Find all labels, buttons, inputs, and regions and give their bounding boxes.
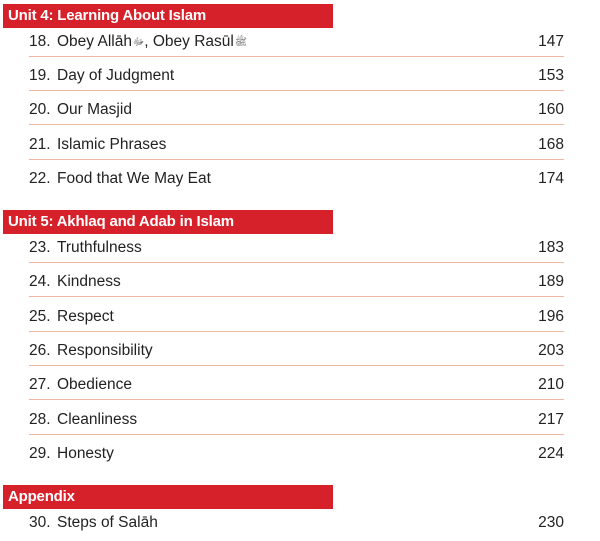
- entry-number: 26.: [29, 342, 51, 359]
- unit-5-header: Unit 5: Akhlaq and Adab in Islam: [3, 210, 333, 234]
- entry-number: 24.: [29, 273, 51, 290]
- entry-title: Our Masjid: [57, 101, 132, 118]
- toc-entry-27[interactable]: [0, 372, 600, 398]
- entry-number: 18.: [29, 33, 51, 50]
- toc-entry-22[interactable]: [0, 166, 600, 192]
- entry-title: Honesty: [57, 445, 114, 462]
- entry-number: 25.: [29, 308, 51, 325]
- unit-4-header: Unit 4: Learning About Islam: [3, 4, 333, 28]
- toc-entry-18[interactable]: [0, 29, 600, 55]
- toc-entry-26[interactable]: [0, 338, 600, 364]
- toc-entry-30[interactable]: [0, 510, 600, 536]
- toc-entry-28[interactable]: [0, 407, 600, 433]
- entry-page-number: 168: [538, 136, 564, 153]
- entry-page-number: 147: [538, 33, 564, 50]
- toc-entry-29[interactable]: [0, 441, 600, 467]
- entry-divider: [29, 90, 564, 91]
- entry-divider: [29, 262, 564, 263]
- entry-title: Islamic Phrases: [57, 136, 167, 153]
- appendix-header: Appendix: [3, 485, 333, 509]
- entry-divider: [29, 56, 564, 57]
- entry-divider: [29, 159, 564, 160]
- entry-title: Responsibility: [57, 342, 153, 359]
- entry-divider: [29, 331, 564, 332]
- toc-entry-23[interactable]: [0, 235, 600, 261]
- entry-page-number: 160: [538, 101, 564, 118]
- entry-number: 30.: [29, 514, 51, 531]
- entry-title: Cleanliness: [57, 411, 138, 428]
- entry-title: Food that We May Eat: [57, 170, 211, 187]
- entry-divider: [29, 124, 564, 125]
- entry-page-number: 183: [538, 239, 564, 256]
- entry-page-number: 224: [538, 445, 564, 462]
- entry-page-number: 203: [538, 342, 564, 359]
- toc-entry-21[interactable]: [0, 132, 600, 158]
- entry-title: Obedience: [57, 376, 132, 393]
- entry-page-number: 217: [538, 411, 564, 428]
- entry-title: Obey Allāhﷻ, Obey Rasūlﷺ: [57, 33, 247, 50]
- entry-number: 27.: [29, 376, 51, 393]
- entry-divider: [29, 296, 564, 297]
- entry-divider: [29, 434, 564, 435]
- entry-page-number: 210: [538, 376, 564, 393]
- toc-entry-25[interactable]: [0, 304, 600, 330]
- honorific-glyph: ﷺ: [234, 37, 247, 48]
- entry-number: 28.: [29, 411, 51, 428]
- toc-entry-19[interactable]: [0, 63, 600, 89]
- toc-entry-20[interactable]: [0, 97, 600, 123]
- entry-divider: [29, 399, 564, 400]
- entry-divider: [29, 365, 564, 366]
- toc-entry-24[interactable]: [0, 269, 600, 295]
- entry-number: 22.: [29, 170, 51, 187]
- entry-number: 20.: [29, 101, 51, 118]
- honorific-glyph: ﷻ: [132, 37, 145, 48]
- entry-number: 19.: [29, 67, 51, 84]
- entry-page-number: 230: [538, 514, 564, 531]
- entry-page-number: 153: [538, 67, 564, 84]
- entry-title: Respect: [57, 308, 114, 325]
- entry-title: Truthfulness: [57, 239, 142, 256]
- entry-number: 29.: [29, 445, 51, 462]
- entry-page-number: 189: [538, 273, 564, 290]
- entry-title: Kindness: [57, 273, 121, 290]
- entry-page-number: 174: [538, 170, 564, 187]
- entry-number: 21.: [29, 136, 51, 153]
- entry-page-number: 196: [538, 308, 564, 325]
- entry-title: Steps of Salāh: [57, 514, 158, 531]
- entry-number: 23.: [29, 239, 51, 256]
- entry-title: Day of Judgment: [57, 67, 175, 84]
